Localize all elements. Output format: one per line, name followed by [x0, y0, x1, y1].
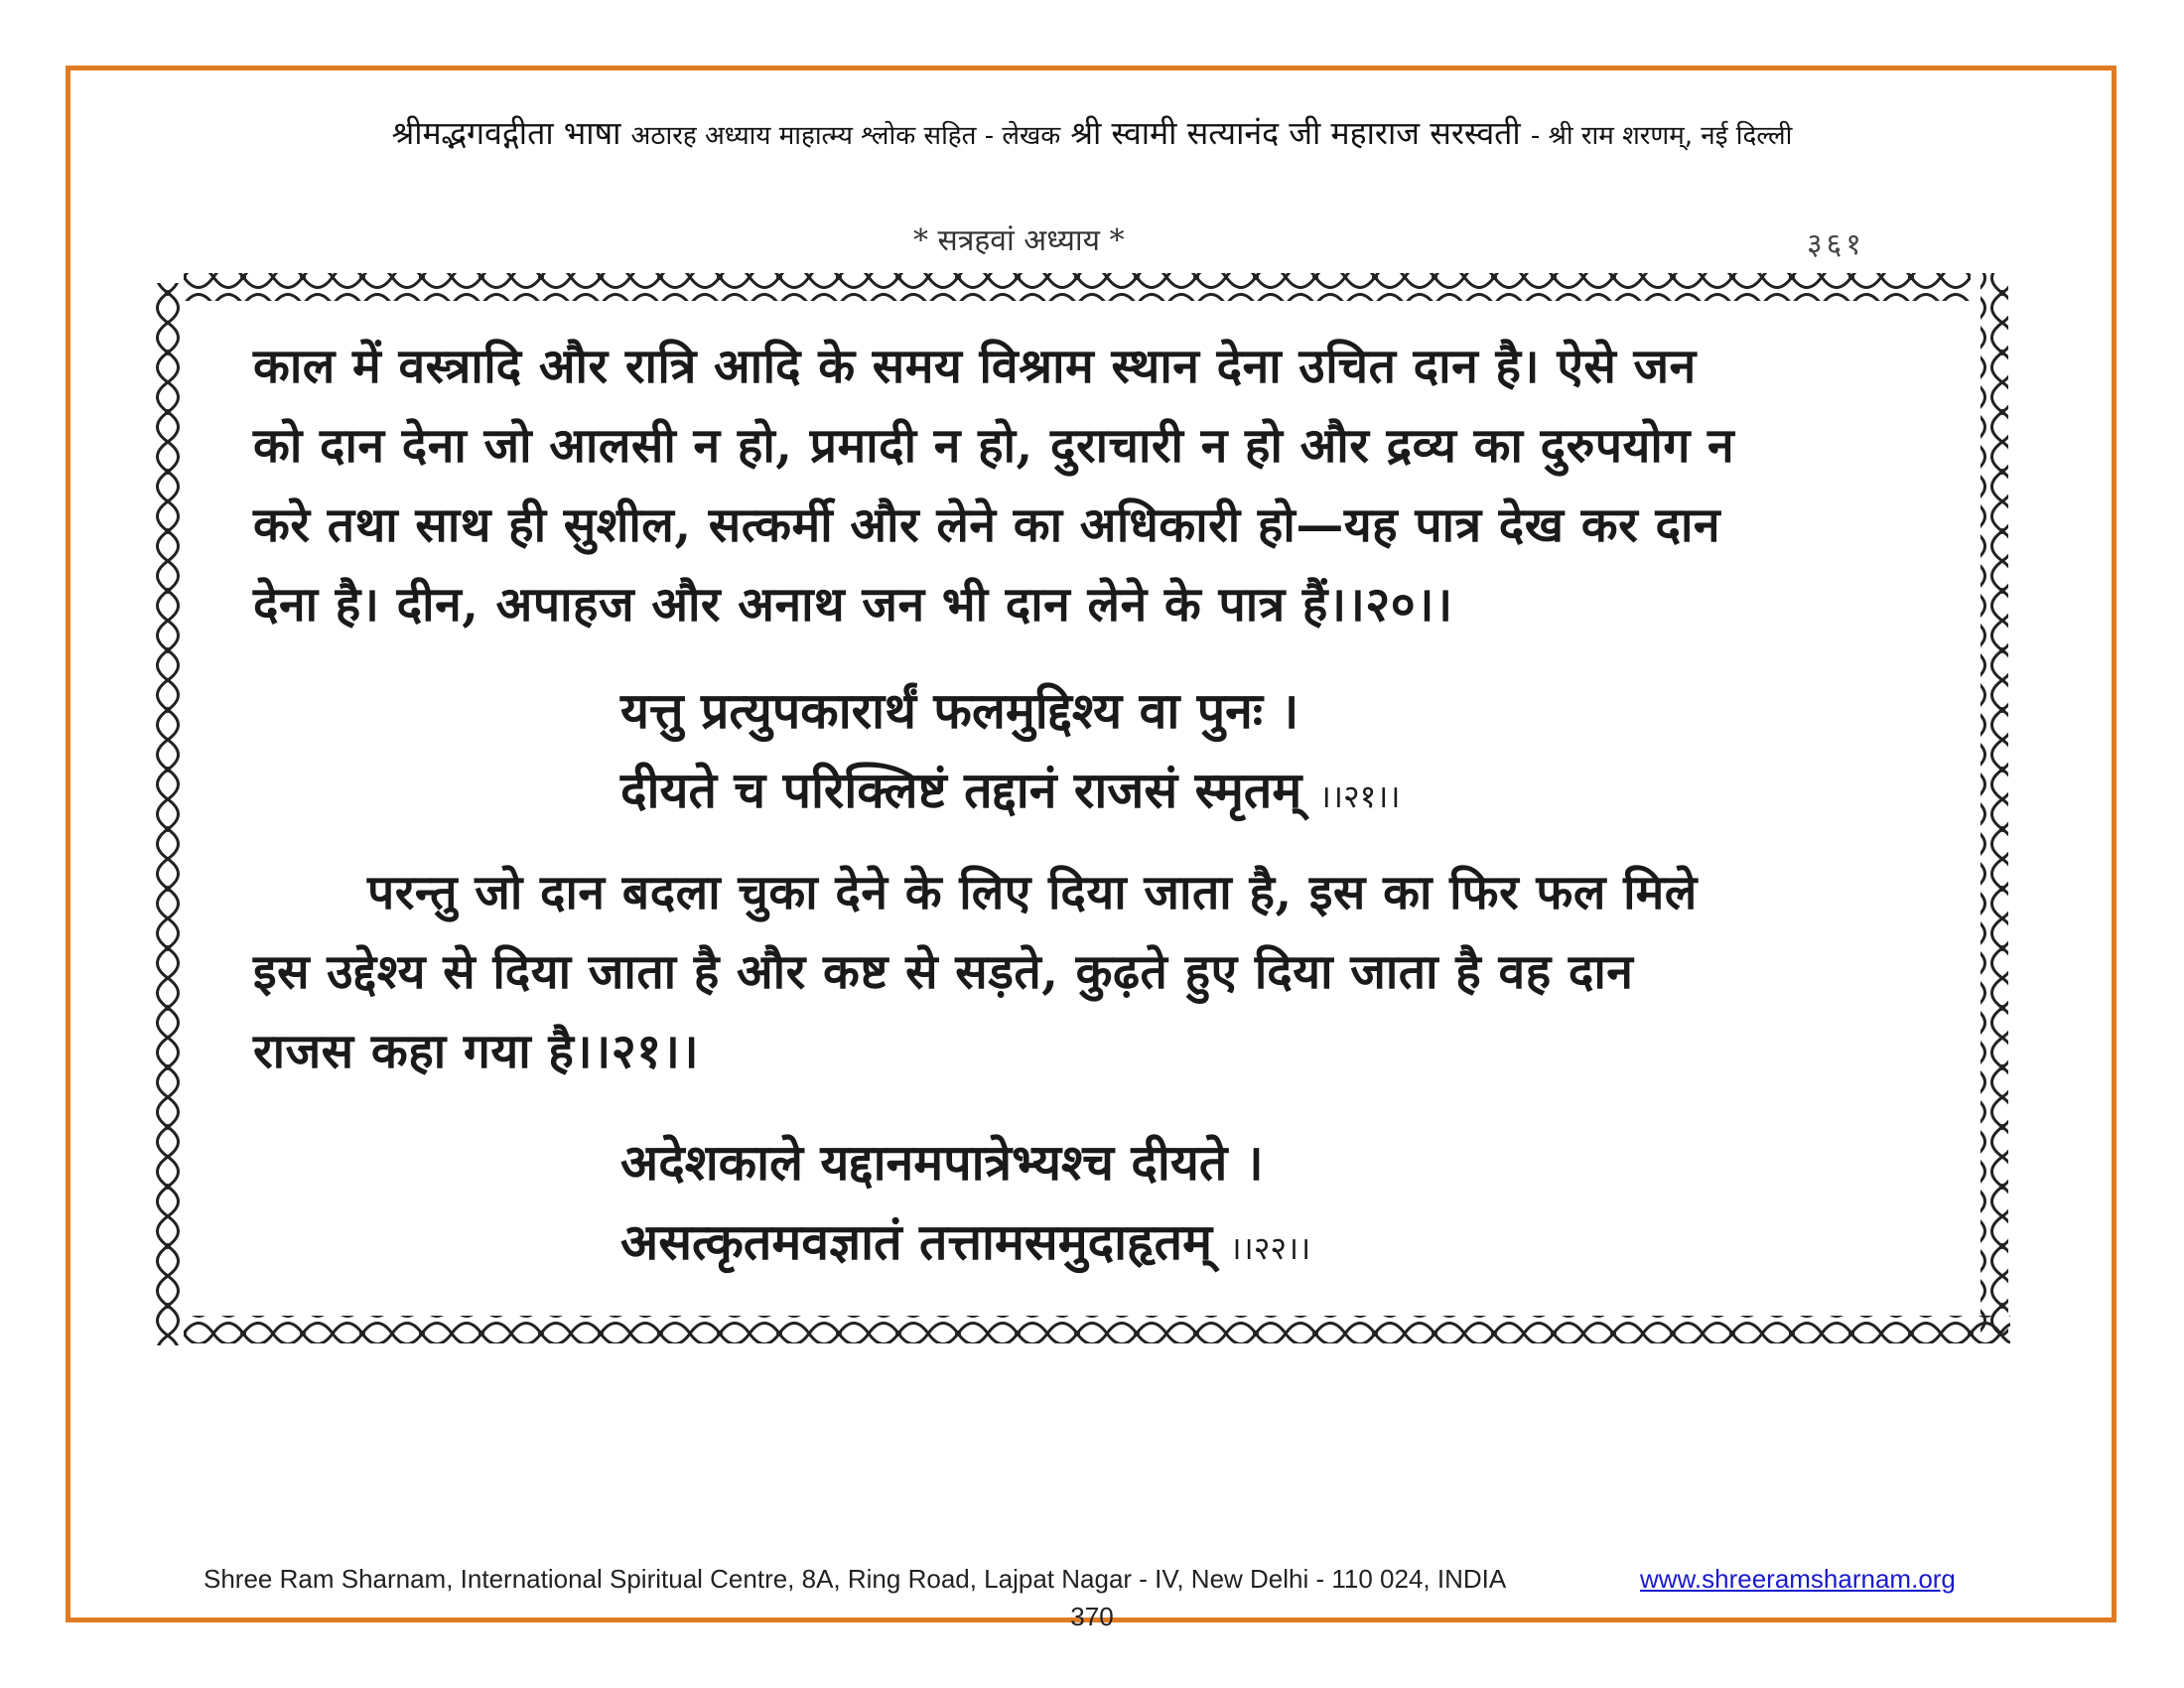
prose-line: को दान देना जो आलसी न हो, प्रमादी न हो, दुराचारी न हो और द्रव्य का दुरुपयोग न [253, 418, 1735, 474]
border-right [1980, 273, 2008, 1336]
header-publisher: - श्री राम शरणम्, नई दिल्ली [1530, 121, 1793, 151]
document-header [99, 111, 2085, 154]
verse-line: अदेशकाले यद्दानमपात्रेभ्यश्च दीयते । [620, 1133, 1264, 1192]
prose-line: परन्तु जो दान बदला चुका देने के लिए दिया जाता है, इस का फिर फल मिले [367, 865, 1698, 920]
verse-text: असत्कृतमवज्ञातं तत्तामसमुदाहृतम् [620, 1212, 1213, 1271]
book-page-number: ३६१ [1807, 227, 1865, 262]
prose-line: राजस कहा गया है।।२१।। [253, 1024, 700, 1079]
header-author: श्री स्वामी सत्यानंद जी महाराज सरस्वती [1070, 114, 1521, 152]
border-top [184, 273, 1971, 301]
chapter-heading: * सत्रहवां अध्याय * [913, 223, 1125, 258]
verse-number: ।।२१।। [1318, 777, 1401, 815]
prose-line: इस उद्देश्य से दिया जाता है और कष्ट से सड़ते, कुढ़ते हुए दिया जाता है वह दान [253, 944, 1634, 1000]
page-number: 370 [1070, 1602, 1114, 1631]
verse-line-with-number [620, 755, 1401, 822]
scanned-page [154, 263, 2020, 1355]
border-left [154, 283, 182, 1345]
verse-number: ।।२२।। [1229, 1229, 1311, 1267]
prose-line: देना है। दीन, अपाहज और अनाथ जन भी दान लेने के पात्र हैं।।२०।। [253, 577, 1453, 633]
header-title: श्रीमद्भगवद्गीता भाषा [391, 114, 621, 152]
header-subtitle: अठारह अध्याय माहात्म्य श्लोक सहित - लेखक [630, 121, 1061, 151]
verse-text: दीयते च परिक्लिष्टं तद्दानं राजसं स्मृतम् [620, 761, 1302, 819]
verse-line-with-number [620, 1206, 1310, 1274]
prose-line: काल में वस्त्रादि और रात्रि आदि के समय विश्राम स्थान देना उचित दान है। ऐसे जन [253, 339, 1697, 394]
border-bottom [184, 1316, 2010, 1343]
website-link[interactable]: www.shreeramsharnam.org [1640, 1564, 1956, 1594]
footer-address: Shree Ram Sharnam, International Spiritual Centre, 8A, Ring Road, Lajpat Nagar - IV, New Delhi - 110 024, INDIA [204, 1564, 1507, 1594]
verse-line: यत्तु प्रत्युपकारार्थं फलमुद्दिश्य वा पुनः । [620, 681, 1299, 740]
prose-line: करे तथा साथ ही सुशील, सत्कर्मी और लेने का अधिकारी हो—यह पात्र देख कर दान [253, 497, 1721, 553]
